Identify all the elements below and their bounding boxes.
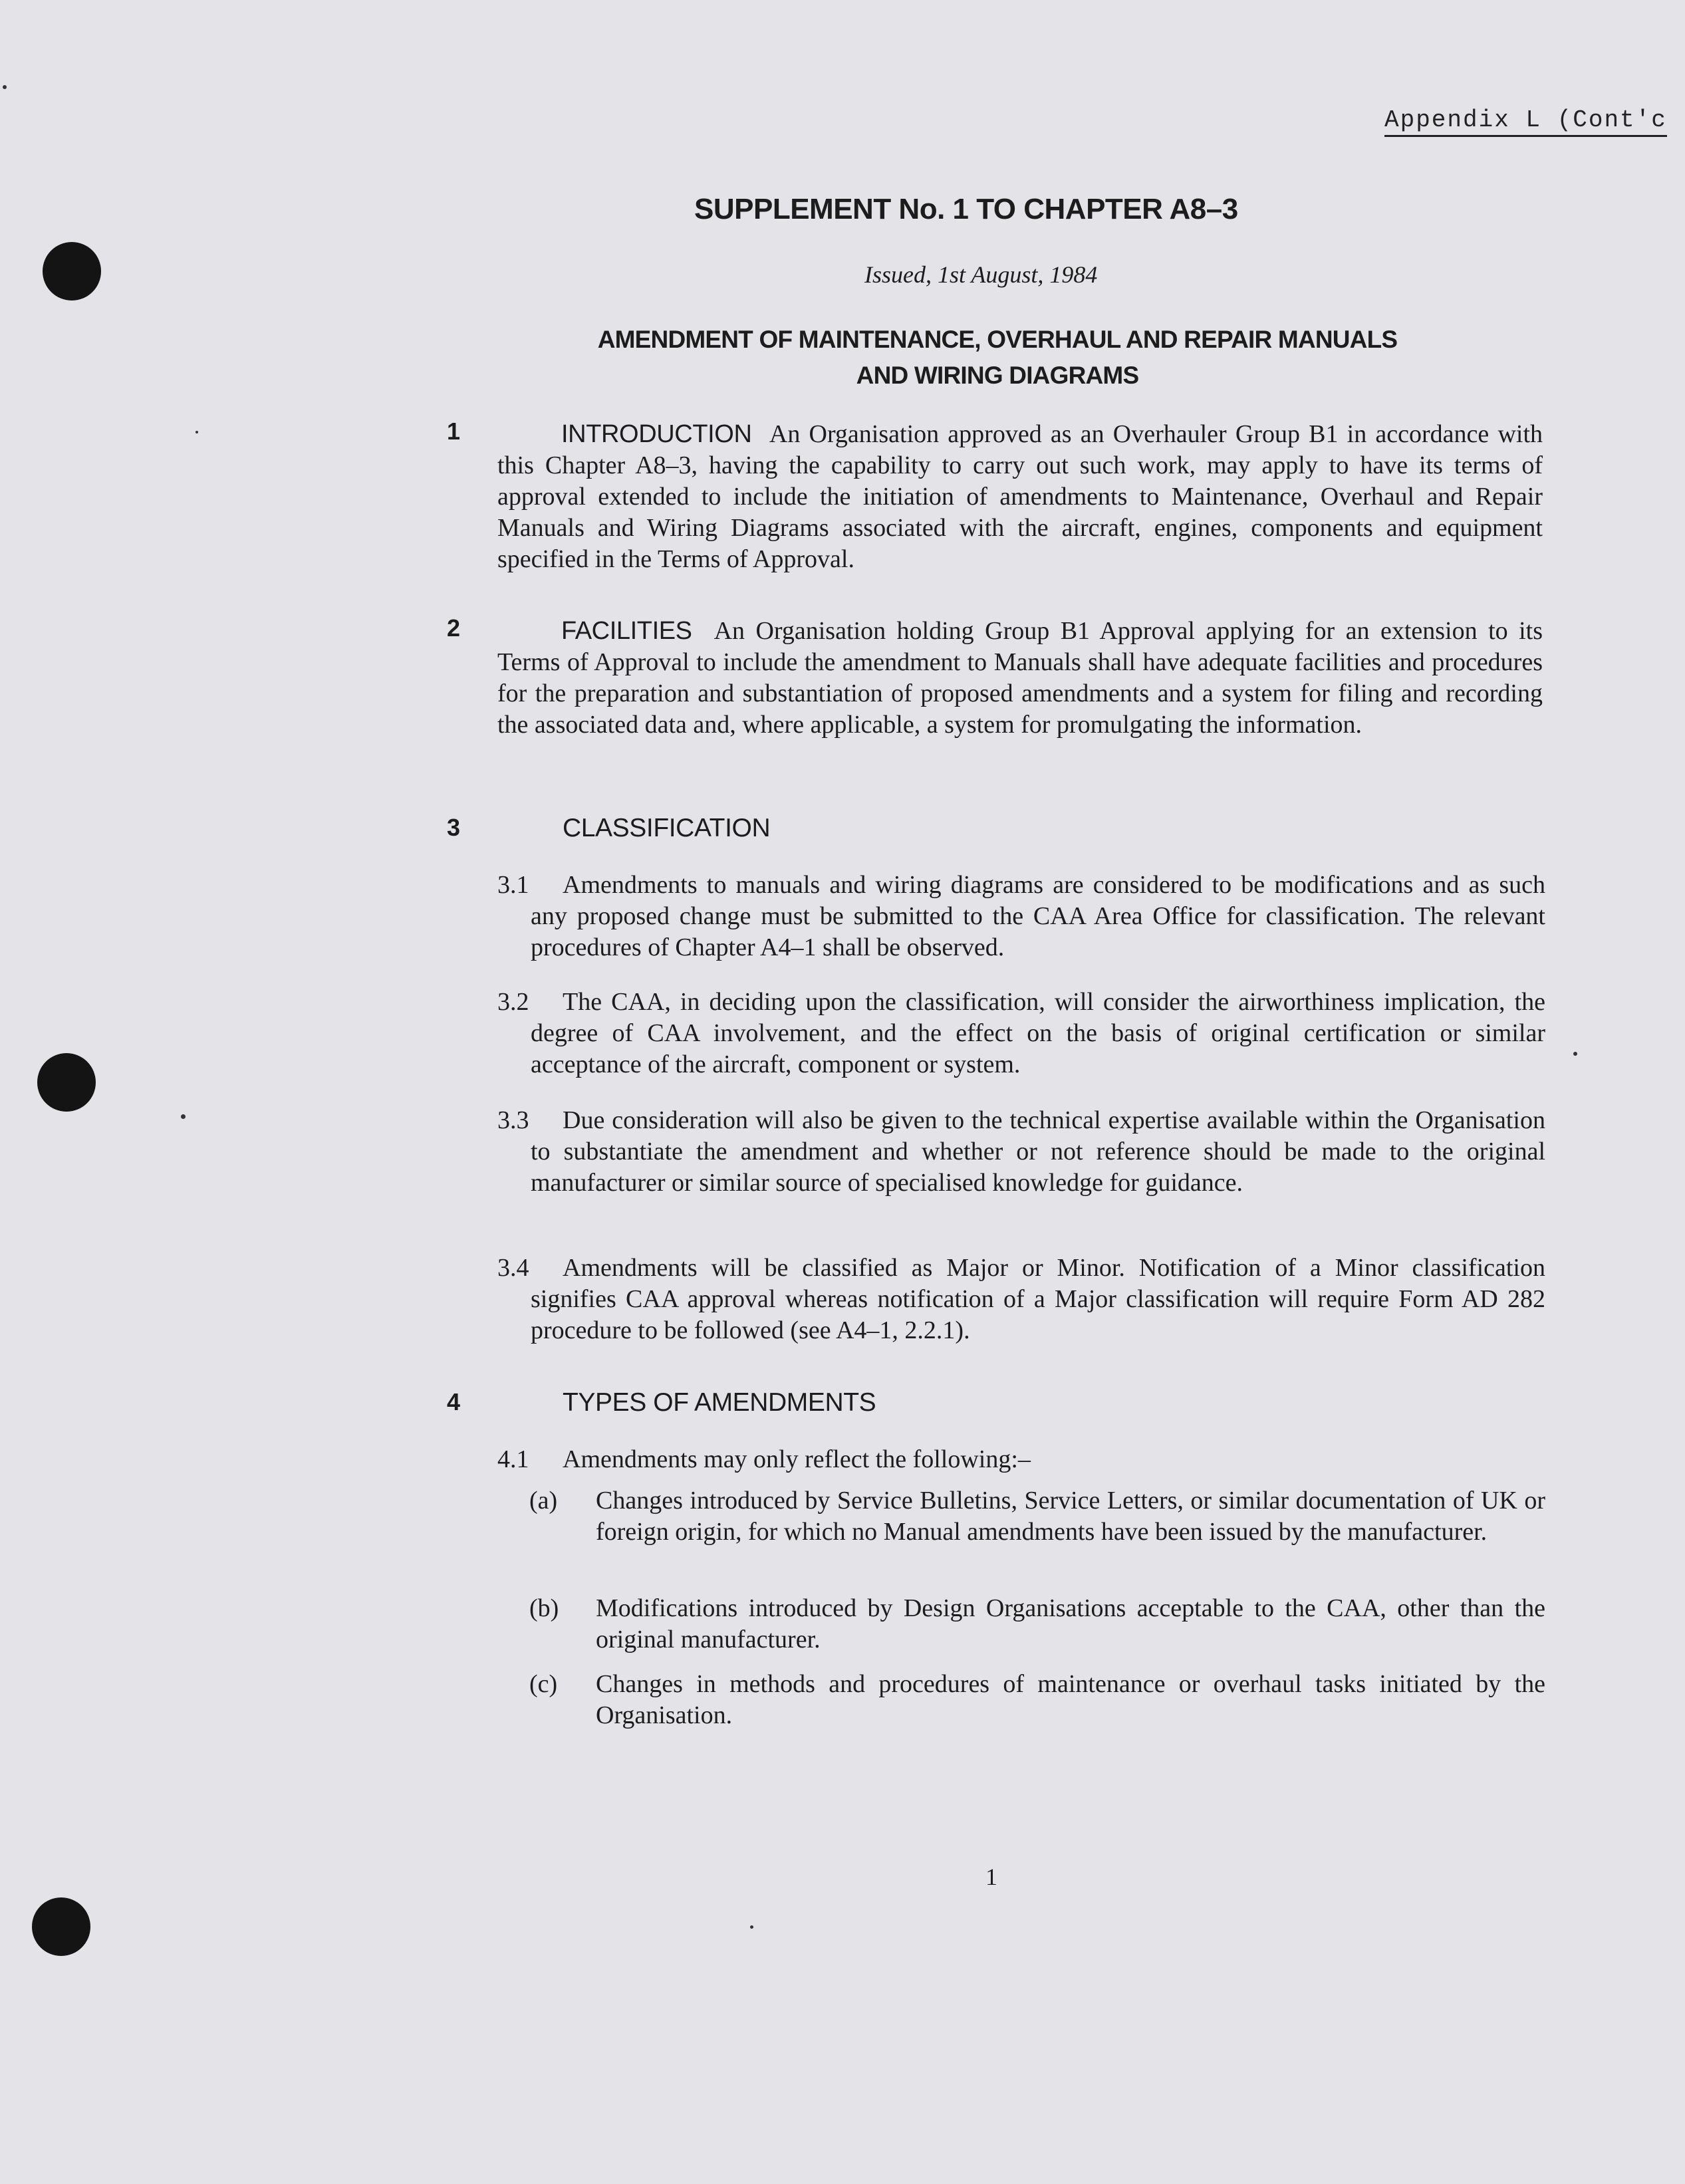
punch-hole-middle (37, 1053, 96, 1112)
paragraph-3-4-text: Amendments will be classified as Major or Minor. Notification of a Minor classification signifies CAA approval whereas notification of a Major classification will require Form AD 282 procedure to be followed (see A4–1, 2.2.1). (531, 1254, 1545, 1344)
page-number: 1 (985, 1864, 997, 1890)
paragraph-4-1-number: 4.1 (497, 1445, 529, 1473)
section-2-text: An Organisation holding Group B1 Approval applying for an extension to its Terms of Approval to include the amendment to Manuals shall have adequate facilities and procedures for the preparation and substantiation of proposed amendments and a system for filing and recording the associated data and, where applicable, a system for promulgating the information. (497, 617, 1543, 739)
section-1-text: An Organisation approved as an Overhauler Group B1 in accordance with this Chapter A8–3, having the capability to carry out such work, may apply to have its terms of approval extended to include the initiation of amendments to Maintenance, Overhaul and Repair Manuals and Wiring Diagrams associated with the aircraft, engines, components and equipment specified in the Terms of Approval. (497, 420, 1543, 573)
list-item-a-text: Changes introduced by Service Bulletins, Service Letters, or similar documentation of UK or foreign origin, for which no Manual amendments have been issued by the manufacturer. (596, 1487, 1545, 1546)
section-1-paragraph (497, 419, 1543, 575)
list-item-a (529, 1485, 1545, 1548)
paragraph-3-1-text: Amendments to manuals and wiring diagrams are considered to be modifications and as such any proposed change must be submitted to the CAA Area Office for classification. The relevant procedures of Chapter A4–1 shall be observed. (531, 871, 1545, 961)
section-1-number: 1 (447, 418, 461, 445)
paragraph-3-2-text: The CAA, in deciding upon the classification, will consider the airworthiness implication, the degree of CAA involvement, and the effect on the basis of original certification or similar acceptance of the aircraft, component or system. (531, 988, 1545, 1078)
issue-date: Issued, 1st August, 1984 (864, 261, 1098, 288)
paragraph-3-3-number: 3.3 (497, 1106, 529, 1134)
paragraph-3-3-text: Due consideration will also be given to the technical expertise available within the Organisation to substantiate the amendment and whether or not reference should be made to the original manufacturer or similar source of specialised knowledge for guidance. (531, 1106, 1545, 1197)
list-item-c-label: (c) (529, 1670, 558, 1698)
paragraph-3-4 (497, 1253, 1545, 1346)
list-item-b-text: Modifications introduced by Design Organisations acceptable to the CAA, other than the original manufacturer. (596, 1594, 1545, 1653)
paragraph-3-1-number: 3.1 (497, 871, 529, 899)
subtitle-line-1: AMENDMENT OF MAINTENANCE, OVERHAUL AND REPAIR MANUALS (597, 326, 1398, 353)
section-1-heading: INTRODUCTION (561, 420, 752, 448)
paragraph-4-1 (497, 1444, 1545, 1475)
list-item-c-text: Changes in methods and procedures of maintenance or overhaul tasks initiated by the Organisation. (596, 1670, 1545, 1729)
section-3-heading: CLASSIFICATION (563, 814, 771, 842)
scan-speck (1573, 1052, 1577, 1056)
document-subtitle (465, 322, 1529, 394)
scan-speck (181, 1114, 186, 1119)
section-2-paragraph (497, 616, 1543, 741)
list-item-a-label: (a) (529, 1487, 558, 1515)
list-item-b (529, 1593, 1545, 1655)
subtitle-line-2: AND WIRING DIAGRAMS (856, 362, 1139, 389)
paragraph-4-1-text: Amendments may only reflect the following:– (563, 1445, 1031, 1473)
section-3-number: 3 (447, 814, 461, 841)
list-item-c (529, 1669, 1545, 1731)
punch-hole-bottom (32, 1897, 90, 1956)
paragraph-3-1 (497, 870, 1545, 963)
section-2-number: 2 (447, 614, 461, 642)
paragraph-3-4-number: 3.4 (497, 1254, 529, 1282)
appendix-reference: Appendix L (Cont'c (1384, 106, 1667, 137)
paragraph-3-3 (497, 1105, 1545, 1199)
document-title: SUPPLEMENT No. 1 TO CHAPTER A8–3 (694, 193, 1238, 225)
list-item-b-label: (b) (529, 1594, 559, 1622)
section-4-number: 4 (447, 1388, 461, 1415)
scan-speck (3, 85, 7, 89)
scan-speck (195, 431, 198, 433)
paragraph-3-2 (497, 987, 1545, 1080)
paragraph-3-2-number: 3.2 (497, 988, 529, 1016)
section-2-heading: FACILITIES (561, 617, 692, 645)
punch-hole-top (43, 242, 101, 301)
scan-speck (750, 1925, 753, 1929)
section-4-heading: TYPES OF AMENDMENTS (563, 1388, 876, 1417)
